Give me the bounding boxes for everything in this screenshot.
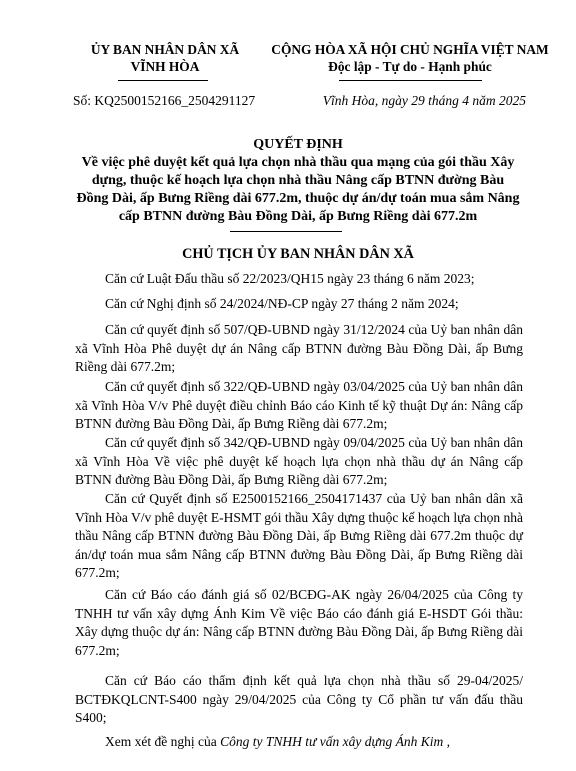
national-name: CỘNG HÒA XÃ HỘI CHỦ NGHĨA VIỆT NAM	[271, 42, 549, 57]
national-motto: Độc lập - Tự do - Hạnh phúc	[328, 59, 492, 74]
consideration-prefix: Xem xét đề nghị của	[105, 734, 221, 749]
legal-basis-4: Căn cứ quyết định số 322/QĐ-UBND ngày 03/04/2025 của Uỷ ban nhân dân xã Vĩnh Hòa V/v Phê duyệt điều chỉnh Báo cáo Kinh tế kỹ thuật Dự án: Nâng cấp BTNN đường Bàu Đồng Dài, ấp Bưng Riềng dài 677.2m;	[75, 379, 523, 432]
legal-basis-3: Căn cứ quyết định số 507/QĐ-UBND ngày 31/12/2024 của Uỷ ban nhân dân xã Vĩnh Hòa Phê duyệt dự án Nâng cấp BTNN đường Bàu Đồng Dài, ấp Bưng Riềng dài 677.2m;	[75, 322, 523, 375]
legal-basis-8: Căn cứ Báo cáo thẩm định kết quả lựa chọn nhà thầu số 29-04/2025/ BCTĐKQLCNT-S400 ngày 29/04/2025 của Công ty Cổ phần tư vấn đấu thầu S400;	[75, 673, 523, 726]
header-right-underline	[339, 80, 482, 81]
legal-basis-1: Căn cứ Luật Đấu thầu số 22/2023/QH15 ngày 23 tháng 6 năm 2023;	[105, 271, 475, 286]
legal-basis-7: Căn cứ Báo cáo đánh giá số 02/BCĐG-AK ngày 26/04/2025 của Công ty TNHH tư vấn xây dựng Ánh Kim Về việc Báo cáo đánh giá E-HSDT Gói thầu: Xây dựng thuộc dự án: Nâng cấp BTNN đường Bàu Đồng Dài, ấp Bưng Riềng dài 677.2m;	[75, 587, 523, 658]
legal-basis-2: Căn cứ Nghị định số 24/2024/NĐ-CP ngày 27 tháng 2 năm 2024;	[105, 296, 459, 311]
title-underline	[230, 231, 342, 232]
national-header	[265, 41, 555, 75]
signing-authority: CHỦ TỊCH ỦY BAN NHÂN DÂN XÃ	[182, 246, 414, 262]
legal-basis-6: Căn cứ Quyết định số E2500152166_2504171437 của Uỷ ban nhân dân xã Vĩnh Hòa V/v phê duyệt E-HSMT gói thầu Xây dựng thuộc kế hoạch lựa chọn nhà thầu Nâng cấp BTNN đường Bàu Đồng Dài, ấp Bưng Riềng dài 677.2m thuộc dự án/dự toán mua sắm Nâng cấp BTNN đường Bàu Đồng Dài, ấp Bưng Riềng dài 677.2m;	[75, 491, 523, 581]
consideration-line	[75, 733, 523, 752]
legal-basis-5: Căn cứ quyết định số 342/QĐ-UBND ngày 09/04/2025 của Uỷ ban nhân dân xã Vĩnh Hòa Về việc phê duyệt kế hoạch lựa chọn nhà thầu dự án Nâng cấp BTNN đường Bàu Đồng Dài, ấp Bưng Riềng dài 677.2m;	[75, 435, 523, 488]
document-title: QUYẾT ĐỊNH	[253, 137, 343, 152]
document-subject: Về việc phê duyệt kết quả lựa chọn nhà thầu qua mạng của gói thầu Xây dựng, thuộc kế hoạch lựa chọn nhà thầu Nâng cấp BTNN đường Bàu Đồng Dài, ấp Bưng Riềng dài 677.2m, thuộc dự án/dự toán mua sắm Nâng cấp BTNN đường Bàu Đồng Dài, ấp Bưng Riềng dài 677.2m	[76, 155, 520, 224]
issuing-authority-line2: VĨNH HÒA	[130, 59, 200, 74]
issuing-authority-line1: ỦY BAN NHÂN DÂN XÃ	[90, 42, 240, 57]
document-number: Số: KQ2500152166_2504291127	[73, 93, 256, 108]
header-left-underline	[118, 80, 208, 81]
consultant-company: Công ty TNHH tư vấn xây dựng Ánh Kim ,	[220, 734, 451, 749]
issuing-authority	[60, 41, 270, 75]
place-and-date: Vĩnh Hòa, ngày 29 tháng 4 năm 2025	[322, 93, 526, 108]
